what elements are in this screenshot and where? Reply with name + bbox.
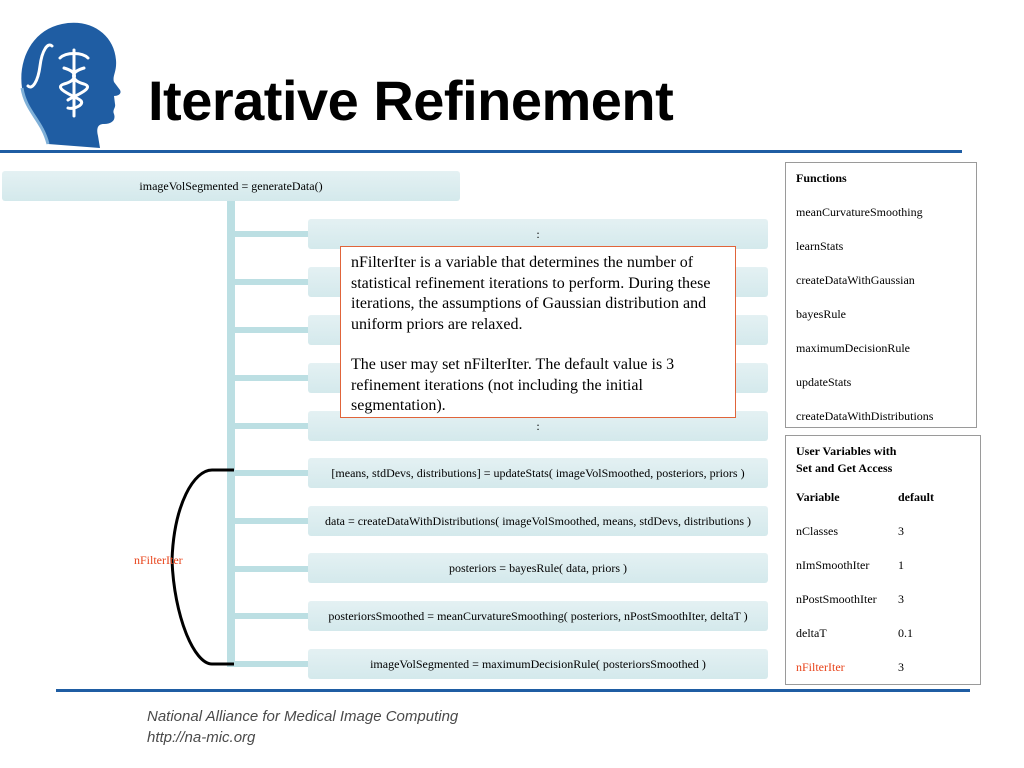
variables-heading-line: Set and Get Access <box>796 461 893 475</box>
connector-branch <box>235 613 308 619</box>
top-step-box: imageVolSegmented = generateData() <box>2 171 460 201</box>
connector-branch <box>235 375 308 381</box>
connector-branch <box>235 661 308 667</box>
variable-name: deltaT <box>796 626 827 640</box>
connector-branch <box>235 423 308 429</box>
variable-name: nFilterIter <box>796 660 845 674</box>
variable-default: 1 <box>898 558 904 572</box>
connector-branch <box>235 279 308 285</box>
footer-url: http://na-mic.org <box>147 729 256 746</box>
connector-branch <box>235 470 308 476</box>
function-item: bayesRule <box>796 307 846 321</box>
function-item: updateStats <box>796 375 852 389</box>
variables-panel <box>785 435 981 685</box>
connector-branch <box>235 566 308 572</box>
connector-branch <box>235 518 308 524</box>
step-box: posteriors = bayesRule( data, priors ) <box>308 553 768 583</box>
function-item: createDataWithGaussian <box>796 273 915 287</box>
callout-note <box>340 246 736 418</box>
variable-name: nPostSmoothIter <box>796 592 877 606</box>
variable-column-header: Variable <box>796 490 840 504</box>
footer <box>147 706 458 748</box>
step-box: : <box>308 219 768 249</box>
footer-org: National Alliance for Medical Image Computing <box>147 708 459 725</box>
variable-default: 3 <box>898 592 904 606</box>
variables-heading-line: User Variables with <box>796 444 897 458</box>
variable-name: nImSmoothIter <box>796 558 870 572</box>
functions-panel <box>785 162 977 428</box>
variable-row <box>796 524 970 558</box>
step-box: posteriorsSmoothed = meanCurvatureSmoothing( posteriors, nPostSmoothIter, deltaT ) <box>308 601 768 631</box>
functions-heading: Functions <box>796 171 847 185</box>
loop-label: nFilterIter <box>134 553 183 567</box>
connector-branch <box>235 231 308 237</box>
callout-paragraph: nFilterIter is a variable that determines the number of statistical refinement iterations to perform. During these iterations, the assumptions of Gaussian distribution and uniform priors are relaxed. <box>351 254 711 333</box>
variable-default: 3 <box>898 524 904 538</box>
connector-branch <box>235 327 308 333</box>
default-column-header: default <box>898 490 934 504</box>
variable-row <box>796 592 970 626</box>
function-item: maximumDecisionRule <box>796 341 910 355</box>
page-title: Iterative Refinement <box>148 69 674 132</box>
footer-divider <box>56 689 970 692</box>
variables-header-row <box>796 490 970 524</box>
variable-default: 0.1 <box>898 626 913 640</box>
function-item: learnStats <box>796 239 844 253</box>
variable-row <box>796 558 970 592</box>
function-item: createDataWithDistributions <box>796 409 934 423</box>
step-box: data = createDataWithDistributions( imageVolSmoothed, means, stdDevs, distributions ) <box>308 506 768 536</box>
variables-heading <box>796 443 970 490</box>
step-box: [means, stdDevs, distributions] = updateStats( imageVolSmoothed, posteriors, priors ) <box>308 458 768 488</box>
callout-paragraph: The user may set nFilterIter. The default value is 3 refinement iterations (not including the initial segmentation). <box>351 356 675 414</box>
function-item: meanCurvatureSmoothing <box>796 205 923 219</box>
variable-name: nClasses <box>796 524 838 538</box>
variable-row <box>796 626 970 660</box>
step-box: imageVolSegmented = maximumDecisionRule( posteriorsSmoothed ) <box>308 649 768 679</box>
variable-default: 3 <box>898 660 904 674</box>
step-box: : <box>308 411 768 441</box>
